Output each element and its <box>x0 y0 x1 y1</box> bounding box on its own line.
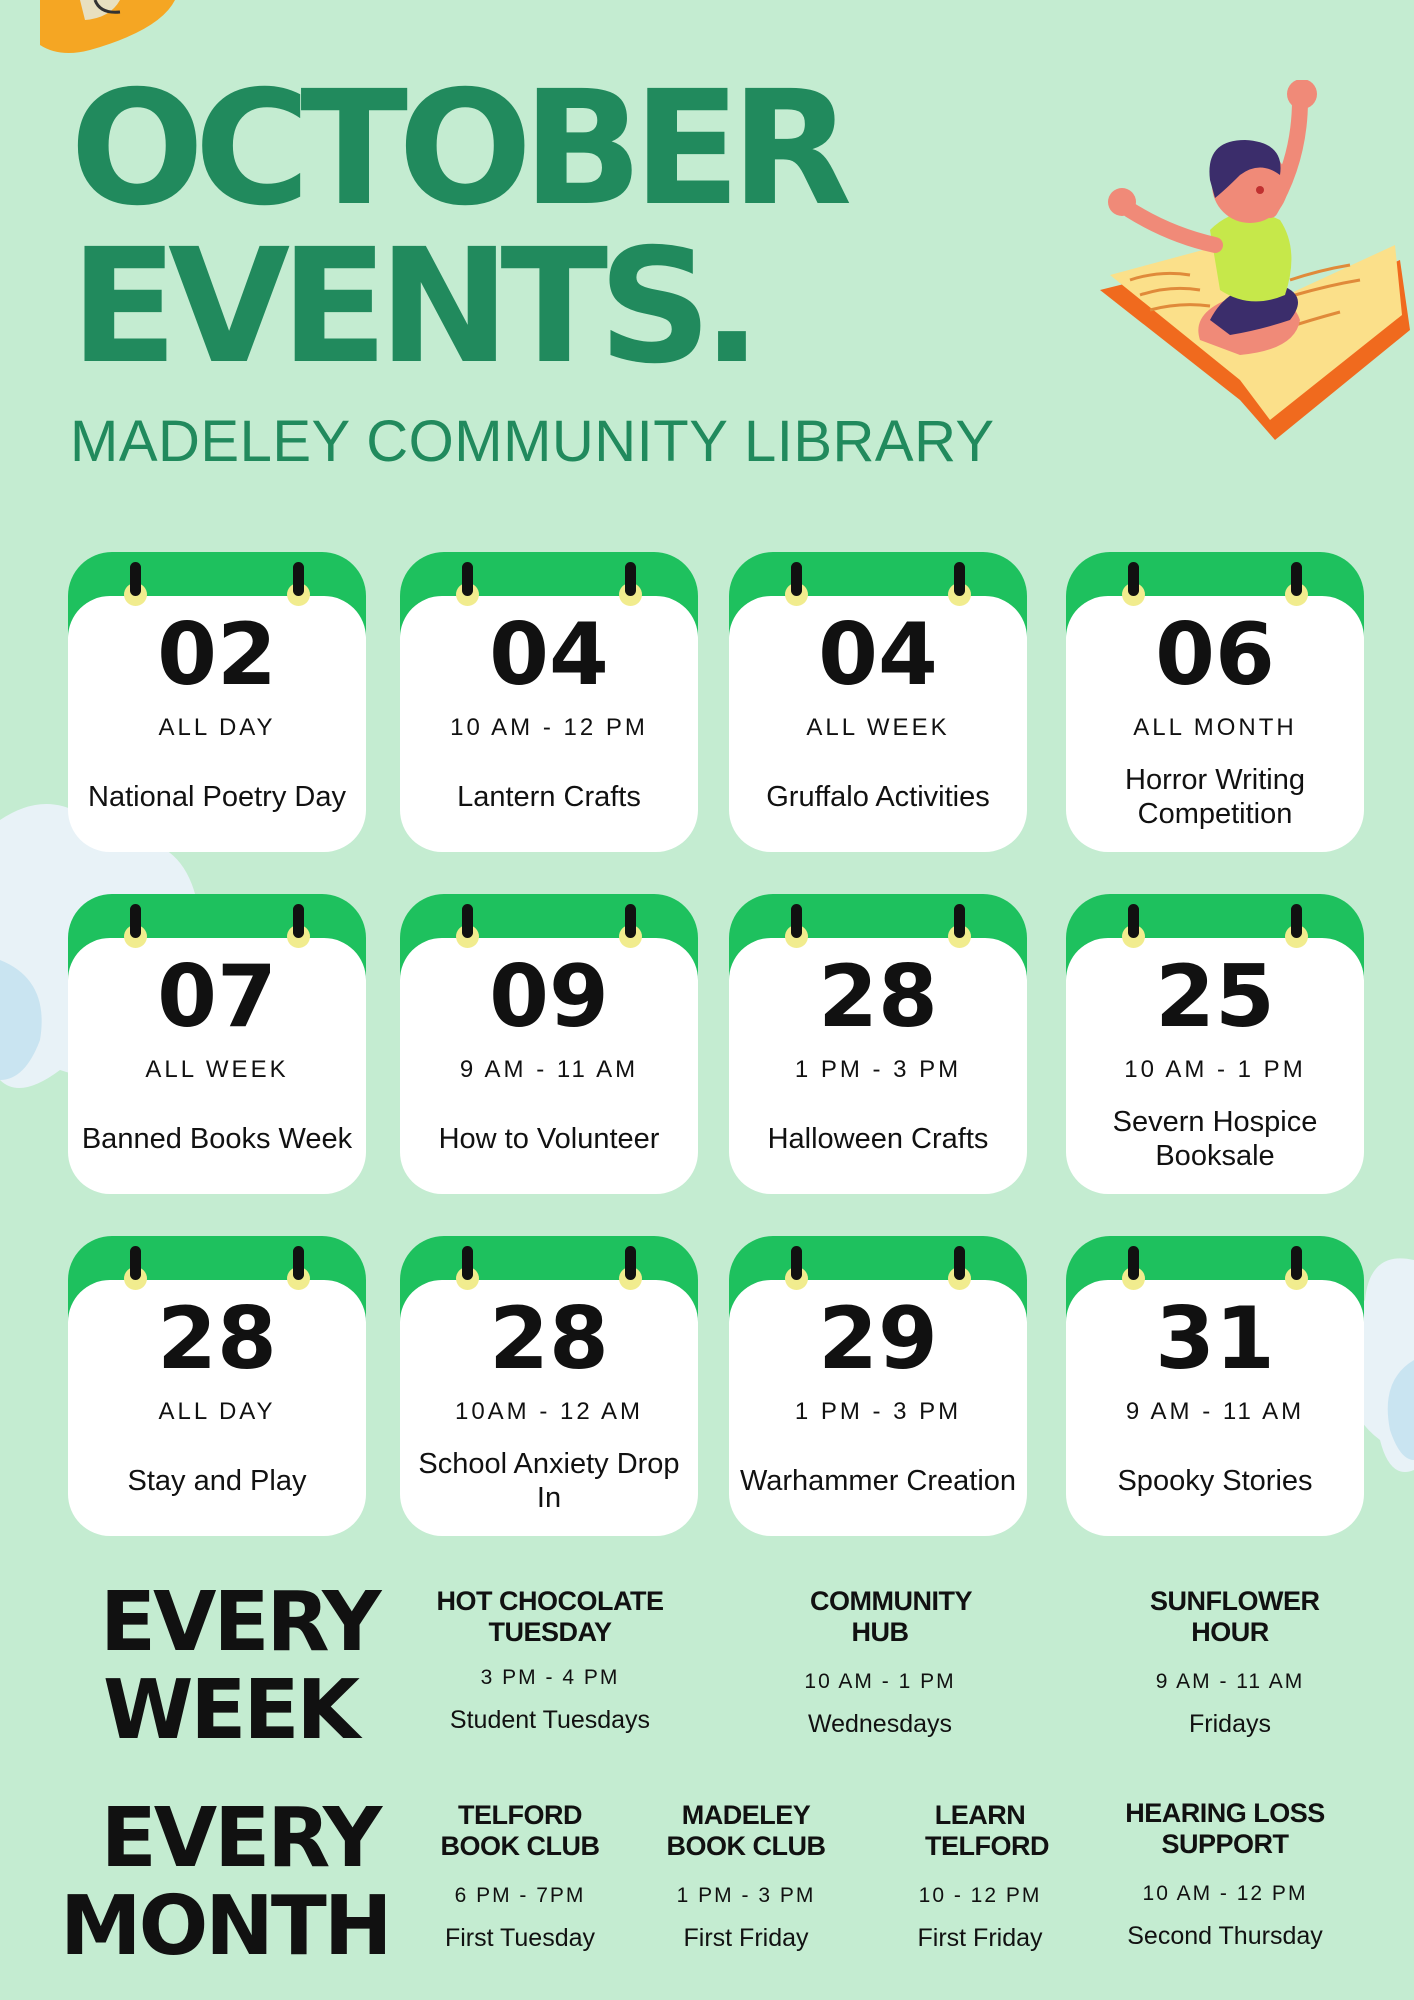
weekly-event-name: HOT CHOCOLATE TUESDAY <box>436 1586 664 1648</box>
monthly-event <box>880 1800 1080 1953</box>
calendar-ring-icon <box>623 1246 638 1288</box>
weekly-event-time: 9 AM - 11 AM <box>1155 1670 1305 1694</box>
event-card <box>68 894 366 1194</box>
event-card <box>1066 1236 1364 1536</box>
child-on-book-illustration <box>1090 80 1410 450</box>
event-date: 04 <box>818 605 938 705</box>
weekly-event-time: 10 AM - 1 PM <box>804 1670 956 1694</box>
calendar-ring-icon <box>1289 904 1304 946</box>
calendar-ring-icon <box>789 904 804 946</box>
event-time: 10 AM - 12 PM <box>450 714 648 741</box>
event-name: National Poetry Day <box>88 780 346 813</box>
monthly-event-day: First Friday <box>683 1924 809 1953</box>
monthly-event-name: HEARING LOSS SUPPORT <box>1125 1798 1325 1860</box>
page-title-line2: EVENTS. <box>70 215 752 399</box>
calendar-ring-icon <box>1289 1246 1304 1288</box>
event-time: ALL WEEK <box>145 1056 289 1083</box>
event-name: Lantern Crafts <box>457 780 641 813</box>
event-name: Gruffalo Activities <box>766 780 990 813</box>
page-title-line1: OCTOBER <box>70 57 843 241</box>
event-name: School Anxiety Drop In <box>418 1447 680 1514</box>
event-time: 1 PM - 3 PM <box>794 1056 962 1083</box>
event-name: Halloween Crafts <box>767 1122 989 1155</box>
event-name: Spooky Stories <box>1117 1464 1313 1497</box>
calendar-ring-icon <box>952 904 967 946</box>
event-date: 28 <box>157 1289 277 1389</box>
monthly-event-time: 1 PM - 3 PM <box>676 1884 816 1908</box>
calendar-ring-icon <box>789 562 804 604</box>
calendar-ring-icon <box>128 904 143 946</box>
event-date: 29 <box>818 1289 938 1389</box>
event-card <box>729 552 1027 852</box>
calendar-ring-icon <box>128 1246 143 1288</box>
event-time: ALL DAY <box>158 1398 276 1425</box>
event-name: How to Volunteer <box>438 1122 660 1155</box>
event-card <box>729 1236 1027 1536</box>
event-date: 09 <box>489 947 609 1047</box>
event-card <box>1066 552 1364 852</box>
event-name: Horror Writing Competition <box>1125 763 1305 830</box>
event-card <box>729 894 1027 1194</box>
event-name: Banned Books Week <box>81 1122 353 1155</box>
weekly-event <box>400 1586 700 1735</box>
event-time: 10AM - 12 AM <box>454 1398 644 1425</box>
weekly-event-day: Student Tuesdays <box>449 1706 651 1735</box>
calendar-ring-icon <box>291 1246 306 1288</box>
calendar-ring-icon <box>623 562 638 604</box>
calendar-ring-icon <box>1126 562 1141 604</box>
monthly-event <box>420 1800 620 1953</box>
event-time: ALL WEEK <box>806 714 950 741</box>
monthly-event-day: First Tuesday <box>444 1924 596 1953</box>
weekly-event-time: 3 PM - 4 PM <box>480 1666 620 1690</box>
library-name: MADELEY COMMUNITY LIBRARY <box>70 409 995 474</box>
event-card <box>68 1236 366 1536</box>
every-week-heading: EVERY WEEK <box>100 1575 379 1758</box>
event-time: 10 AM - 1 PM <box>1124 1056 1306 1083</box>
monthly-event-day: Second Thursday <box>1127 1922 1323 1951</box>
weekly-event-day: Fridays <box>1189 1710 1271 1739</box>
event-date: 25 <box>1155 947 1275 1047</box>
monthly-event-name: MADELEY BOOK CLUB <box>666 1800 826 1862</box>
event-card <box>400 552 698 852</box>
calendar-ring-icon <box>789 1246 804 1288</box>
calendar-ring-icon <box>1289 562 1304 604</box>
event-card <box>1066 894 1364 1194</box>
event-card <box>400 894 698 1194</box>
calendar-ring-icon <box>623 904 638 946</box>
calendar-ring-icon <box>460 1246 475 1288</box>
event-card <box>68 552 366 852</box>
event-name: Severn Hospice Booksale <box>1112 1105 1318 1172</box>
event-name: Stay and Play <box>127 1464 307 1497</box>
event-card <box>400 1236 698 1536</box>
monthly-event <box>646 1800 846 1953</box>
event-date: 02 <box>157 605 277 705</box>
weekly-event <box>1120 1586 1340 1739</box>
weekly-event-name: COMMUNITY HUB <box>810 1586 972 1648</box>
calendar-ring-icon <box>1126 1246 1141 1288</box>
event-date: 07 <box>157 947 277 1047</box>
weekly-event <box>770 1586 990 1739</box>
event-date: 04 <box>489 605 609 705</box>
event-time: ALL DAY <box>158 714 276 741</box>
event-time: 9 AM - 11 AM <box>1125 1398 1305 1425</box>
monthly-event-time: 10 AM - 12 PM <box>1142 1882 1308 1906</box>
event-date: 28 <box>818 947 938 1047</box>
event-time: 1 PM - 3 PM <box>794 1398 962 1425</box>
every-month-heading: EVERY MONTH <box>60 1791 390 1974</box>
calendar-ring-icon <box>128 562 143 604</box>
calendar-ring-icon <box>952 1246 967 1288</box>
monthly-event-name: LEARN TELFORD <box>925 1800 1049 1862</box>
event-time: ALL MONTH <box>1133 714 1297 741</box>
monthly-event-time: 10 - 12 PM <box>918 1884 1042 1908</box>
calendar-ring-icon <box>460 904 475 946</box>
monthly-event-time: 6 PM - 7PM <box>454 1884 586 1908</box>
calendar-ring-icon <box>291 562 306 604</box>
monthly-event <box>1100 1798 1350 1951</box>
calendar-ring-icon <box>952 562 967 604</box>
monthly-event-day: First Friday <box>917 1924 1043 1953</box>
weekly-event-name: SUNFLOWER HOUR <box>1150 1586 1320 1648</box>
event-date: 31 <box>1155 1289 1275 1389</box>
monthly-event-name: TELFORD BOOK CLUB <box>440 1800 600 1862</box>
weekly-event-day: Wednesdays <box>807 1710 953 1739</box>
calendar-ring-icon <box>291 904 306 946</box>
event-date: 06 <box>1155 605 1275 705</box>
event-name: Warhammer Creation <box>739 1464 1017 1497</box>
event-time: 9 AM - 11 AM <box>459 1056 639 1083</box>
calendar-ring-icon <box>1126 904 1141 946</box>
event-date: 28 <box>489 1289 609 1389</box>
calendar-ring-icon <box>460 562 475 604</box>
